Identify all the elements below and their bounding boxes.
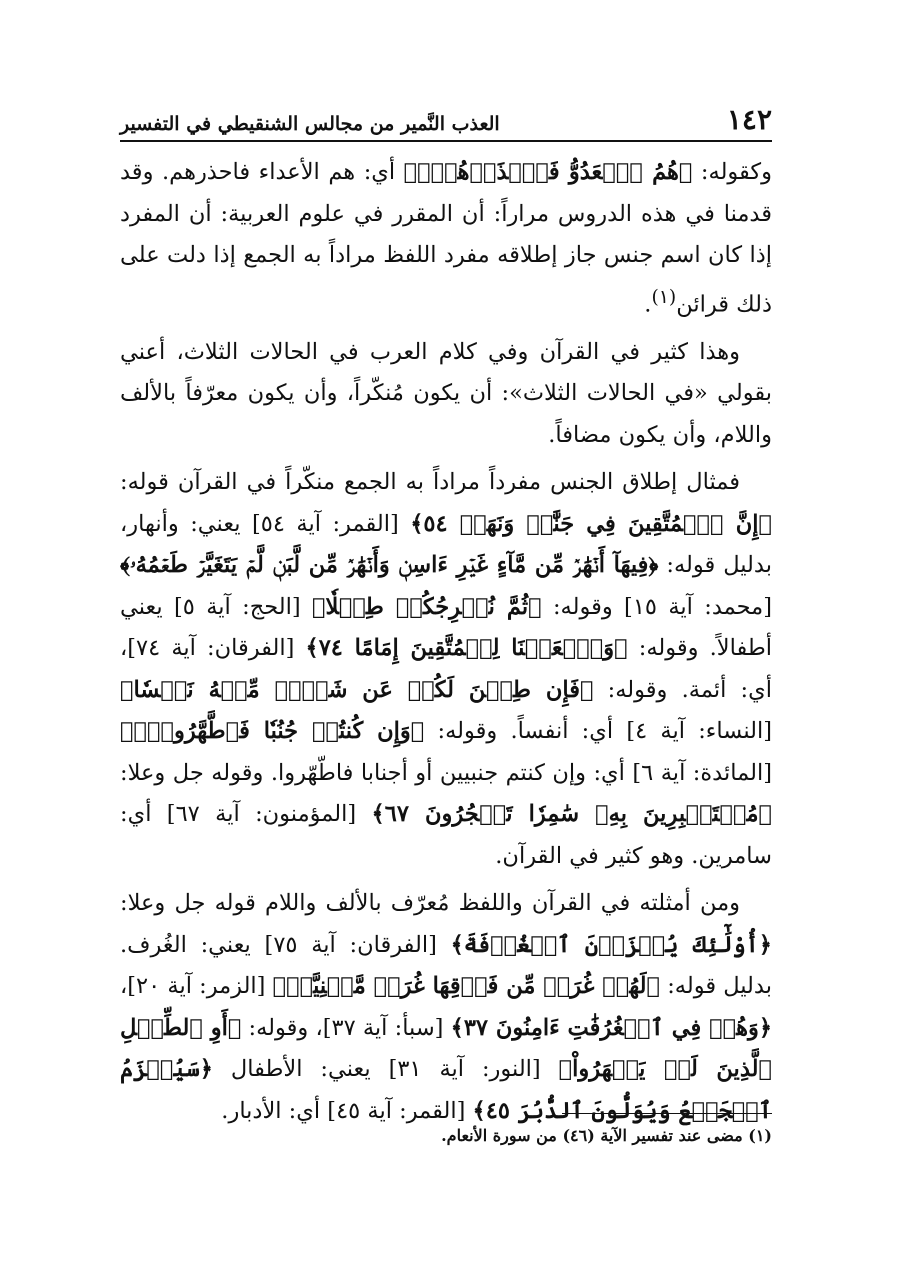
quran-verse: ﴿أُوْلَٰٓئِكَ يُجۡزَوۡنَ ٱلۡغُرۡفَةَ﴾ xyxy=(450,931,772,958)
quran-verse: ﴿وَإِن كُنتُمۡ جُنُبٗا فَٱطَّهَّرُواْۚ﴾ xyxy=(120,718,425,744)
quran-verse: ﴿أَوِ ٱلطِّفۡلِ ٱلَّذِينَ لَمۡ يَظۡهَرُواْ﴾ xyxy=(120,1014,772,1082)
quran-verse: ﴿فَإِن طِبۡنَ لَكُمۡ عَن شَيۡءٖ مِّنۡهُ نَفۡسٗا﴾ xyxy=(120,676,594,703)
text-run: [الفرقان: آية ٧٤]، أي: أئمة. وقوله: xyxy=(120,635,772,703)
body-text xyxy=(120,152,772,1132)
text-run: ومن أمثلته في القرآن واللفظ مُعرّف بالألف واللام قوله جل وعلا: xyxy=(120,890,740,916)
text-run: [سبأ: آية ٣٧]، وقوله: xyxy=(241,1014,451,1041)
footnote: (١) مضى عند تفسير الآية (٤٦) من سورة الأنعام. xyxy=(441,1126,772,1145)
text-run: [النساء: آية ٤] أي: أنفساً. وقوله: xyxy=(424,718,772,744)
text-run: . xyxy=(644,291,652,317)
text-run: أي: هم الأعداء فاحذرهم. وقد قدمنا في هذه الدروس مراراً: أن المقرر في علوم العربية: أن المفرد إذا كان اسم جنس جاز إطلاقه مفرد اللفظ مراداً به الجمع إذا دلت على ذلك قرائن xyxy=(120,159,772,317)
text-run: [القمر: آية ٤٥] أي: الأدبار. xyxy=(221,1097,473,1124)
quran-verse: ﴿مُسۡتَكۡبِرِينَ بِهِۦ سَٰمِرٗا تَهۡجُرُونَ ٦٧﴾ xyxy=(371,801,773,827)
quran-verse: ﴿هُمُ ٱلۡعَدُوُّ فَٱحۡذَرۡهُمۡۚ﴾ xyxy=(403,159,693,185)
running-title: العذب النَّمير من مجالس الشنقيطي في التفسير xyxy=(120,113,500,135)
paragraph xyxy=(120,332,772,457)
text-run: [الحج: آية ٥] يعني أطفالاً. وقوله: xyxy=(120,593,772,661)
quran-verse: ﴿سَيُهۡزَمُ ٱلۡجَمۡعُ وَيُوَلُّونَ ٱلدُّبُرَ ٤٥﴾ xyxy=(120,1056,772,1124)
quran-verse: ﴿وَهُمۡ فِي ٱلۡغُرُفَٰتِ ءَامِنُونَ ٣٧﴾ xyxy=(450,1014,773,1041)
text-run: [القمر: آية ٥٤] يعني: وأنهار، بدليل قوله: xyxy=(120,510,772,578)
text-run: وهذا كثير في القرآن وفي كلام العرب في الحالات الثلاث، أعني بقولي «في الحالات الثلاث»: أن يكون مُنكّراً، وأن يكون معرّفاً بالألف واللام، وأن يكون مضافاً. xyxy=(120,338,772,448)
page-number: ١٤٢ xyxy=(726,103,772,136)
quran-verse: ﴿وَٱجۡعَلۡنَا لِلۡمُتَّقِينَ إِمَامًا ٧٤﴾ xyxy=(305,635,628,661)
footnote-ref: (١) xyxy=(651,286,677,308)
text-run: فمثال إطلاق الجنس مفرداً مراداً به الجمع منكّراً في القرآن قوله: xyxy=(120,469,740,495)
paragraph xyxy=(120,883,772,1132)
page-header xyxy=(120,100,772,142)
text-run: [النور: آية ٣١] يعني: الأطفال xyxy=(212,1056,559,1082)
quran-verse: ﴿فِيهَآ أَنۡهَٰرٞ مِّن مَّآءٍ غَيۡرِ ءَاسِنٖ وَأَنۡهَٰرٞ مِّن لَّبَنٖ لَّمۡ يَتَغَيَّرۡ طَعۡمُهُۥ﴾ xyxy=(120,552,659,578)
text-run: وكقوله: xyxy=(692,159,773,185)
text-run: [المؤمنون: آية ٦٧] أي: سامرين. وهو كثير في القرآن. xyxy=(120,801,772,869)
paragraph xyxy=(120,462,772,877)
paragraph xyxy=(120,152,772,326)
text-run: [المائدة: آية ٦] أي: وإن كنتم جنبيين أو أجنابا فاطّهّروا. وقوله جل وعلا: xyxy=(120,759,772,786)
quran-verse: ﴿إِنَّ ٱلۡمُتَّقِينَ فِي جَنَّٰتٖ وَنَهَرٖ ٥٤﴾ xyxy=(410,510,773,537)
page xyxy=(120,100,772,1138)
quran-verse: ﴿ثُمَّ نُخۡرِجُكُمۡ طِفۡلٗا﴾ xyxy=(311,593,542,620)
text-run: [الزمر: آية ٢٠]، xyxy=(120,973,273,999)
footnote-divider xyxy=(562,1113,772,1114)
text-run: [محمد: آية ١٥] وقوله: xyxy=(541,593,773,620)
text-run: [الفرقان: آية ٧٥] يعني: الغُرف. بدليل قوله: xyxy=(120,931,772,999)
quran-verse: ﴿لَهُمۡ غُرَفٞ مِّن فَوۡقِهَا غُرَفٞ مَّبۡنِيَّةٞ﴾ xyxy=(272,973,661,999)
